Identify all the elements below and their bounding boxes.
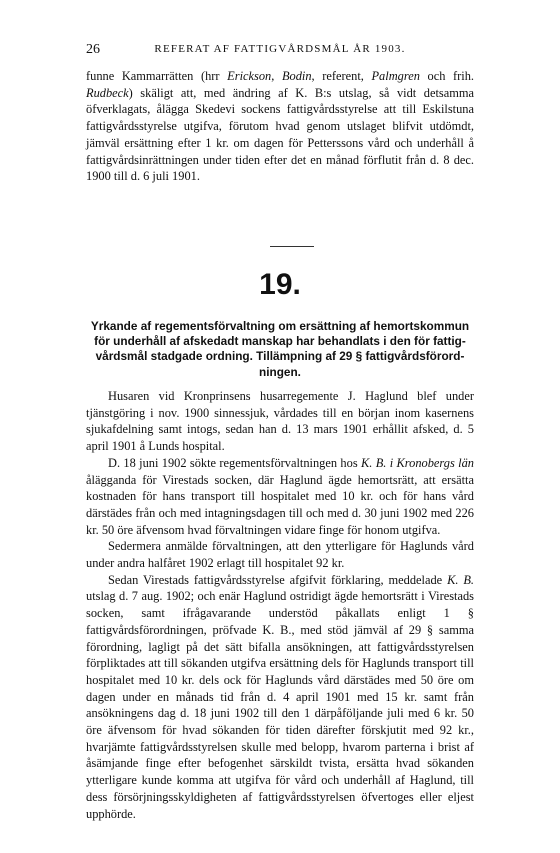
- text-run: ålägganda för Virestads socken, där Haglund ägde hemortsrätt, att ersätta kostnaden för hans transport till hospitalet med 10 kr. och för hans vård därstädes från och med intagningsdagen till och med d. 30 juni 1902 med 226 kr. 50 öre äfvensom hvad förvaltningen vidare finge för honom utgifva.: [86, 472, 474, 537]
- section-title: [86, 319, 474, 380]
- page-number: 26: [86, 42, 100, 57]
- body-paragraph-4: [86, 572, 474, 823]
- section-title-line: vårdsmål stadgade ordning. Tillämpning af 29 § fattigvårdsförord-: [95, 349, 465, 364]
- authority-italic: K. B.: [447, 572, 474, 587]
- name-italic: Bodin: [281, 69, 312, 83]
- name-italic: Palmgren: [371, 69, 420, 83]
- name-italic: Erickson: [227, 69, 272, 83]
- body-paragraph-2: [86, 455, 474, 539]
- body-paragraph-3: Sedermera anmälde förvaltningen, att den ytterligare för Haglunds vård under andra halfåret 1902 erlagt till hospitalet 92 kr.: [86, 539, 474, 571]
- section-body: [86, 388, 474, 822]
- text-run: D. 18 juni 1902 sökte regementsförvaltningen hos: [108, 455, 361, 470]
- section-title-line: för underhåll af afskedadt manskap har behandlats i den för fattig-: [94, 334, 466, 349]
- section-number: 19.: [259, 268, 301, 301]
- text-run: Sedan Virestads fattigvårdsstyrelse afgifvit förklaring, meddelade: [108, 572, 448, 587]
- continued-paragraph: [86, 68, 474, 185]
- running-head: REFERAT AF FATTIGVÅRDSMÅL ÅR 1903.: [154, 43, 406, 55]
- body-paragraph-1: Husaren vid Kronprinsens husarregemente J. Haglund blef under tjänstgöring i nov. 1900 sinnessjuk, vårdades till en början inom kasernens sjukafdelning samt intogs, sedan han d. 13 mars 1901 erhållit afsked, d. 5 april 1901 å Lunds hospital.: [86, 389, 474, 454]
- section-title-line: ningen.: [259, 364, 301, 379]
- paragraph-line: funne Kammarrätten (hrr Erickson, Bodin, referent, Palmgren och frih. Rudbeck) skäligt att, med ändring af K. B:s utslag, så vidt detsamma öfverklagats, ålägga Skedevi sockens fattigvårdsstyrelse att till Eskilstuna fattigvårdsstyrelse utgifva, förutom hvad genom utslaget blifvit utdömdt, jämväl ersättning efter 1 kr. om dagen för Petterssons vård och underhåll å fattigvårdsinrättningen under tiden efter det en månad förflutit från d. 8 dec. 1900 till d. 6 juli 1901.: [86, 69, 475, 184]
- authority-italic: K. B. i Kronobergs län: [361, 455, 474, 470]
- page-header: [86, 42, 474, 58]
- section-title-line: Yrkande af regementsförvaltning om ersättning af hemortskommun: [90, 319, 470, 333]
- name-italic: Rudbeck: [86, 85, 129, 100]
- section-divider: [270, 246, 314, 247]
- text-run: utslag d. 7 aug. 1902; och enär Haglund ostridigt ägde hemortsrätt i Virestads socken, samt ifrågavarande understöd påkallats enligt 1 § fattigvårdsförordningen, pröfvade K. B., med stöd jämväl af 29 § samma förordning, lagligt på det sätt bifalla ansökningen, att fattigvårdsstyrelsen förpliktades att till sökanden utgifva ersättning dels för Haglunds transport till hospitalet med 10 kr. dels ock för Haglunds vård därstädes med 50 öre om dagen under en månads tid från d. 4 april 1901 med 15 kr. samt från ansökningens dag d. 18 juni 1902 till den 1 därpåföljande juli med 6 kr. 50 öre äfvensom för hvad sökanden för tiden därefter förskjutit med 92 kr., hvarjämte fattigvårdsstyrelsen skulle med belopp, hvarom parterna i brist af åsämjande finge efter befogenhet särskildt tvista, ersätta hvad sökanden ytterligare kunde komma att utgifva för vård och underhåll af Haglund, till dess försörjningsskyldigheten af fattigvårdsstyrelsen öfvertoges eller eljest upphörde.: [86, 589, 474, 821]
